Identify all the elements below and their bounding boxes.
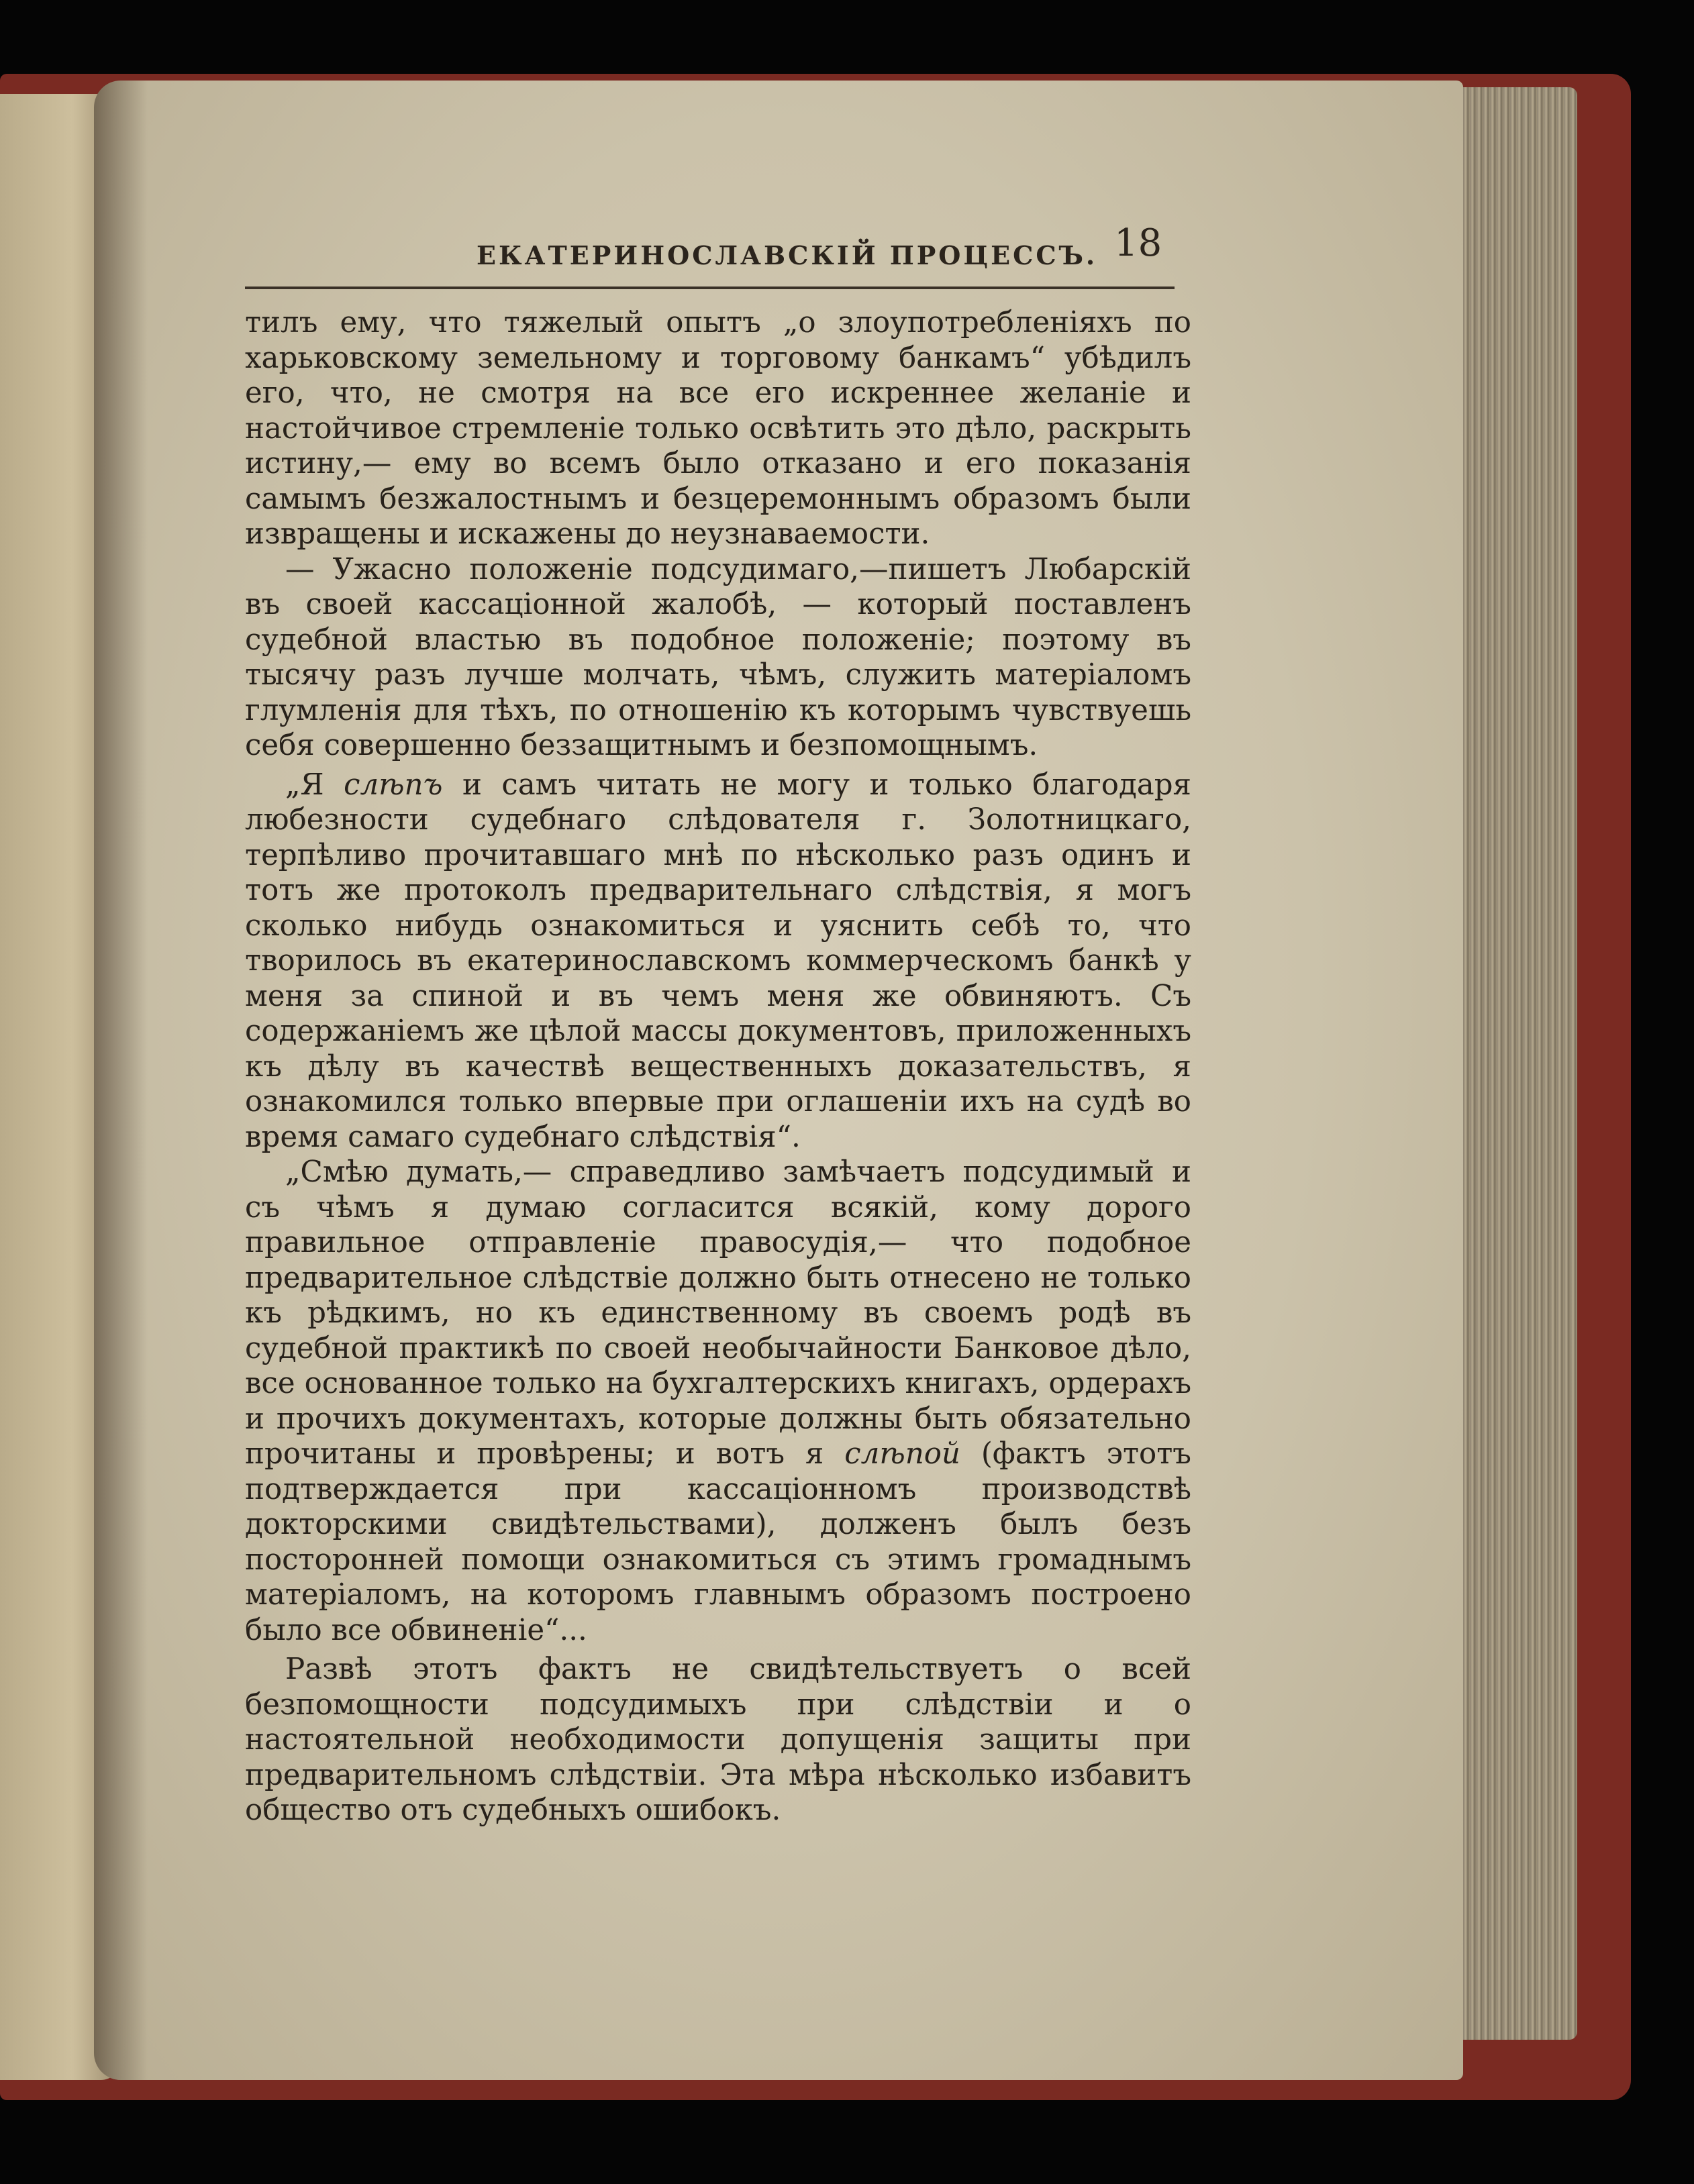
page-number: 18 <box>1114 221 1162 265</box>
paragraph-3-emphasis: слѣпъ <box>344 768 443 802</box>
paragraph-3 <box>245 768 1191 1155</box>
header-rule <box>245 287 1175 289</box>
paragraph-3-start: „Я <box>285 768 344 802</box>
paragraph-4-emphasis: слѣпой <box>844 1437 960 1471</box>
paragraph-5: Развѣ этотъ фактъ не свидѣтельствуетъ о всей безпомощности подсудимыхъ при слѣдствіи и о настоятельной необходимости допущенія защиты при предварительномъ слѣдствіи. Эта мѣра нѣсколько избавитъ общество отъ судебныхъ ошибокъ. <box>245 1653 1191 1827</box>
paragraph-4 <box>245 1155 1191 1648</box>
page-header <box>248 221 1175 289</box>
paragraph-1: тилъ ему, что тяжелый опытъ „о злоупотребленіяхъ по харьковскому земельному и торговому банкамъ“ убѣдилъ его, что, не смотря на все его искреннее желаніе и настойчивое стремленіе только освѣтить это дѣло, раскрыть истину,— ему во всемъ было отказано и его показанія самымъ безжалостнымъ и безцеремоннымъ образомъ были извращены и искажены до неузнаваемости. <box>245 306 1191 551</box>
paragraph-3-rest: и самъ читать не могу и только благодаря любезности судебнаго слѣдователя г. Золотницкаго, терпѣливо прочитавшаго мнѣ по нѣсколько разъ одинъ и тотъ же протоколъ предварительнаго слѣдствія, я могъ сколько нибудь ознакомиться и уяснить себѣ то, что творилось въ екатеринославскомъ коммерческомъ банкѣ у меня за спиной и въ чемъ меня же обвиняютъ. Съ содержаніемъ же цѣлой массы документовъ, приложенныхъ къ дѣлу въ качествѣ вещественныхъ доказательствъ, я ознакомился только впервые при оглашеніи ихъ на судѣ во время самаго судебнаго слѣдствія“. <box>245 768 1191 1154</box>
page-edges <box>1443 87 1577 2040</box>
running-title: ЕКАТЕРИНОСЛАВСКІЙ ПРОЦЕССЪ. <box>477 240 1098 270</box>
paragraph-4-start: „Смѣю думать,— справедливо замѣчаетъ подсудимый и съ чѣмъ я думаю согласится всякій, кому дорого правильное отправленіе правосудія,— что подобное предварительное слѣдствіе должно быть отнесено не только къ рѣдкимъ, но къ единственному въ своемъ родѣ въ судебной практикѣ по своей необычайности Банковое дѣло, все основанное только на бухгалтерскихъ книгахъ, ордерахъ и прочихъ документахъ, которые должны быть обязательно прочитаны и провѣрены; и вотъ я <box>245 1155 1191 1471</box>
body-text <box>245 305 1191 1828</box>
paragraph-4-rest: (фактъ этотъ подтверждается при кассаціонномъ производствѣ докторскими свидѣтельствами), долженъ былъ безъ посторонней помощи ознакомиться съ этимъ громаднымъ матеріаломъ, на которомъ главнымъ образомъ построено было все обвиненіе“... <box>245 1437 1191 1647</box>
spine-shadow <box>94 81 148 2080</box>
paragraph-2: — Ужасно положеніе подсудимаго,—пишетъ Любарскій въ своей кассаціонной жалобѣ, — который поставленъ судебной властью въ подобное положеніе; поэтому въ тысячу разъ лучше молчать, чѣмъ, служить матеріаломъ глумленія для тѣхъ, по отношенію къ которымъ чувствуешь себя совершенно беззащитнымъ и безпомощнымъ. <box>245 552 1191 762</box>
